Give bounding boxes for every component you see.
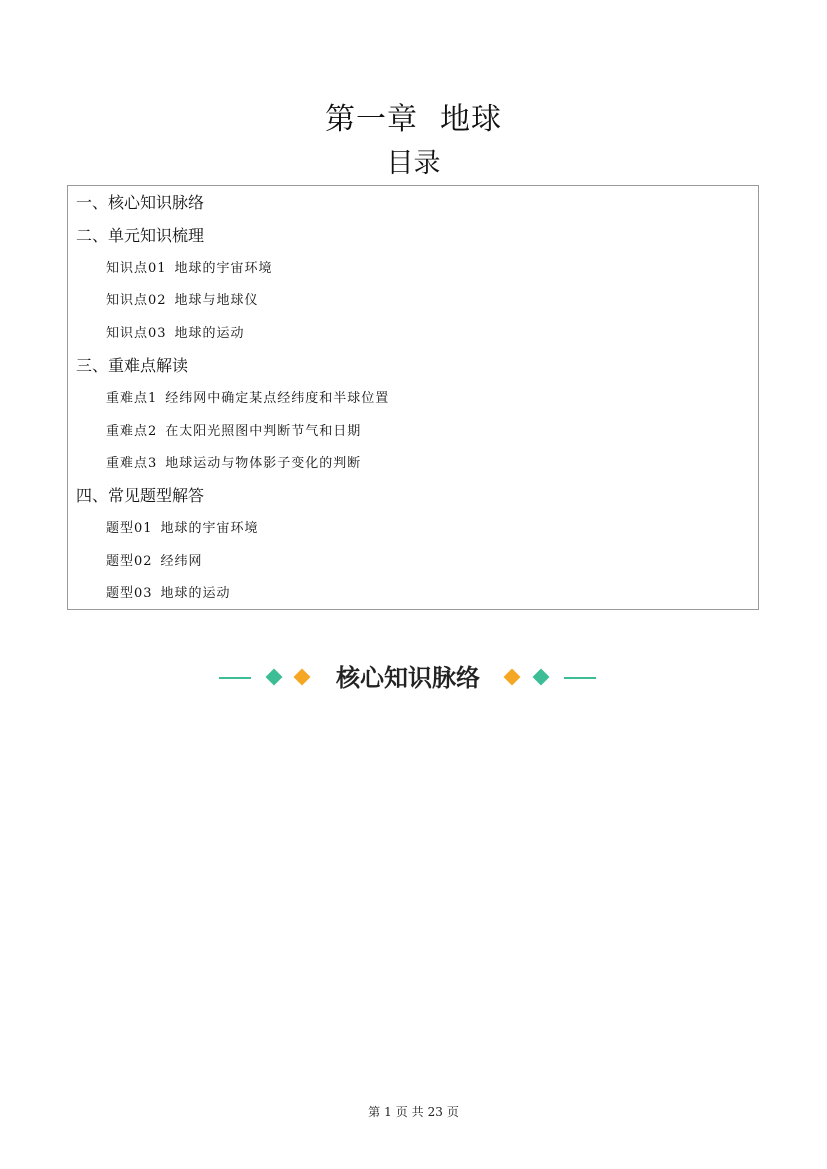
table-of-contents [67, 185, 759, 610]
toc-item-text: 地球与地球仪 [174, 293, 259, 308]
chapter-title [0, 98, 827, 142]
toc-item[interactable] [106, 423, 361, 441]
toc-item-text: 经纬网中确定某点经纬度和半球位置 [165, 391, 390, 406]
green-diamond-icon [266, 669, 283, 686]
green-diamond-icon [533, 669, 550, 686]
toc-item-number: 知识点03 [106, 326, 167, 341]
banner-right-line [564, 677, 596, 679]
toc-item-number: 重难点3 [106, 456, 158, 471]
toc-item[interactable] [106, 585, 231, 603]
page-number: 1 [384, 1105, 392, 1119]
banner-left-line [219, 677, 251, 679]
section-banner [0, 660, 827, 696]
toc-item-text: 地球的运动 [160, 586, 231, 601]
toc-section-3[interactable]: 三、重难点解读 [76, 356, 189, 375]
orange-diamond-icon [294, 669, 311, 686]
toc-section-2[interactable]: 二、单元知识梳理 [76, 226, 205, 245]
orange-diamond-icon [504, 669, 521, 686]
chapter-topic: 地球 [440, 102, 502, 137]
page-total: 23 [427, 1105, 443, 1119]
footer-middle: 页 共 [395, 1105, 424, 1119]
toc-item[interactable] [106, 260, 273, 278]
toc-item-text: 地球运动与物体影子变化的判断 [165, 456, 362, 471]
banner-title: 核心知识脉络 [336, 664, 480, 692]
chapter-number: 第一章 [325, 102, 418, 137]
toc-title: 目录 [386, 148, 441, 179]
page-footer [0, 1104, 827, 1120]
toc-item-number: 知识点01 [106, 261, 167, 276]
toc-item-number: 知识点02 [106, 293, 167, 308]
toc-item-number: 重难点1 [106, 391, 158, 406]
toc-item-text: 在太阳光照图中判断节气和日期 [165, 424, 362, 439]
toc-item-text: 经纬网 [160, 554, 203, 569]
toc-item-text: 地球的宇宙环境 [174, 261, 273, 276]
toc-item-number: 重难点2 [106, 424, 158, 439]
toc-item[interactable] [106, 520, 259, 538]
toc-item-text: 地球的运动 [174, 326, 245, 341]
toc-section-1[interactable]: 一、核心知识脉络 [76, 193, 205, 212]
footer-prefix: 第 [368, 1105, 381, 1119]
toc-item[interactable] [106, 292, 259, 310]
footer-suffix: 页 [446, 1105, 459, 1119]
toc-section-4[interactable]: 四、常见题型解答 [76, 486, 205, 505]
toc-item[interactable] [106, 553, 203, 571]
toc-item-number: 题型03 [106, 586, 153, 601]
toc-item-number: 题型02 [106, 554, 153, 569]
toc-item-text: 地球的宇宙环境 [160, 521, 259, 536]
toc-item[interactable] [106, 390, 389, 408]
toc-item[interactable] [106, 325, 245, 343]
toc-item[interactable] [106, 455, 361, 473]
toc-item-number: 题型01 [106, 521, 153, 536]
